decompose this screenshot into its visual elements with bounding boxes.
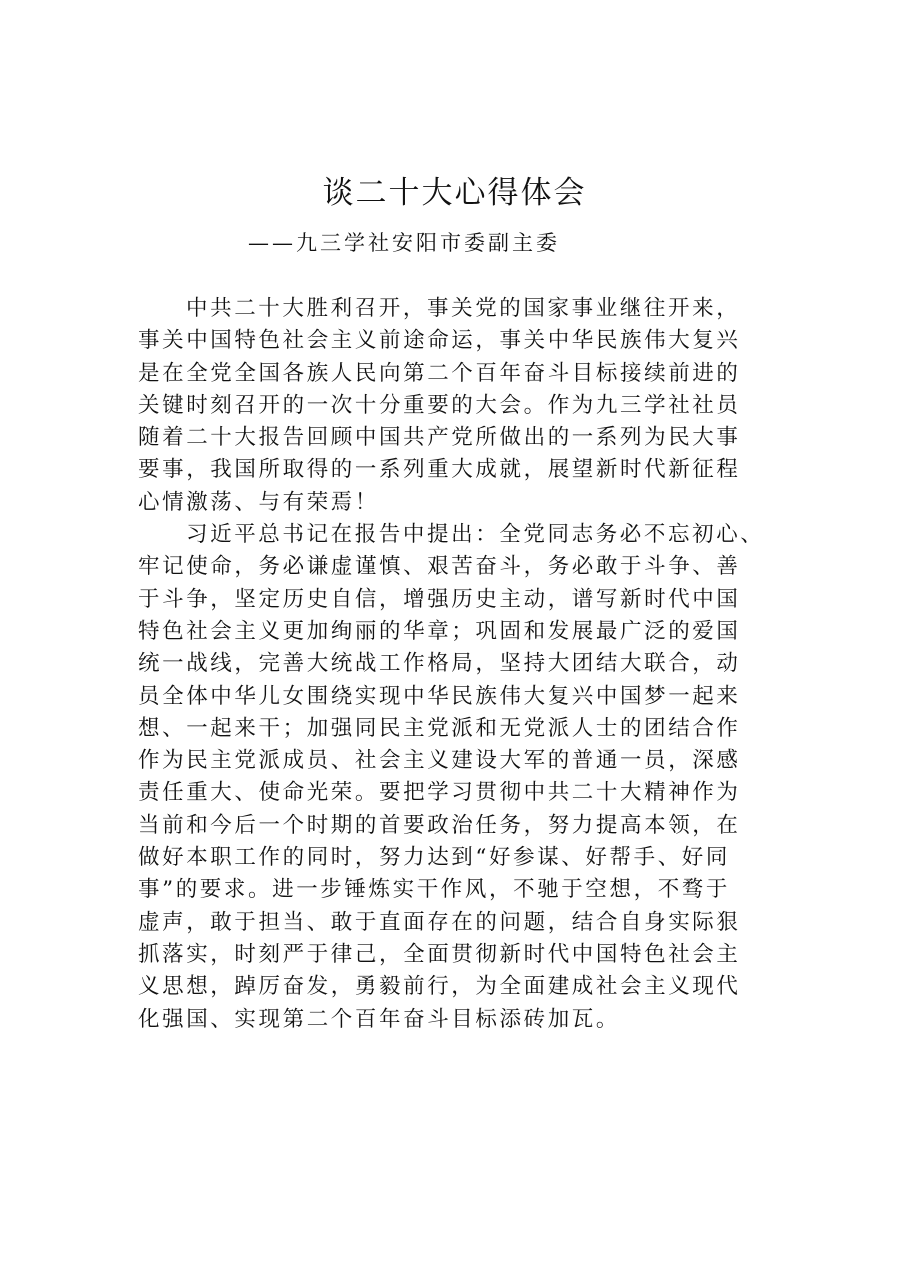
paragraph-line: 作为民主党派成员、社会主义建设大军的普通一员，深感: [138, 748, 741, 774]
paragraph-1: [138, 293, 778, 519]
paragraph-line: 义思想，踔厉奋发，勇毅前行，为全面建成社会主义现代: [138, 974, 741, 1000]
paragraph-line: 做好本职工作的同时，努力达到“好参谋、好帮手、好同: [138, 845, 730, 871]
document-body: [138, 293, 778, 1036]
paragraph-line: 想、一起来干；加强同民主党派和无党派人士的团结合作: [138, 715, 741, 741]
paragraph-line: 统一战线，完善大统战工作格局，坚持大团结大联合，动: [138, 651, 741, 677]
paragraph-line: 心情激荡、与有荣焉！: [138, 489, 380, 515]
paragraph-line: 化强国、实现第二个百年奋斗目标添砖加瓦。: [138, 1006, 621, 1032]
paragraph-line: 当前和今后一个时期的首要政治任务，努力提高本领，在: [138, 812, 741, 838]
paragraph-line: 事关中国特色社会主义前途命运，事关中华民族伟大复兴: [138, 328, 741, 354]
paragraph-line: 习近平总书记在报告中提出：全党同志务必不忘初心、: [186, 522, 765, 548]
paragraph-line: 虚声，敢于担当、敢于直面存在的问题，结合自身实际狠: [138, 909, 741, 935]
paragraph-line: 特色社会主义更加绚丽的华章；巩固和发展最广泛的爱国: [138, 618, 741, 644]
paragraph-line: 要事，我国所取得的一系列重大成就，展望新时代新征程: [138, 457, 741, 483]
document-subtitle: ——九三学社安阳市委副主委: [248, 231, 560, 255]
paragraph-line: 牢记使命，务必谦虚谨慎、艰苦奋斗，务必敢于斗争、善: [138, 554, 741, 580]
paragraph-line: 于斗争，坚定历史自信，增强历史主动，谱写新时代中国: [138, 586, 741, 612]
paragraph-line: 员全体中华儿女围绕实现中华民族伟大复兴中国梦一起来: [138, 683, 741, 709]
paragraph-line: 事”的要求。进一步锤炼实干作风，不驰于空想，不骛于: [138, 877, 730, 903]
paragraph-line: 关键时刻召开的一次十分重要的大会。作为九三学社社员: [138, 392, 741, 418]
paragraph-line: 是在全党全国各族人民向第二个百年奋斗目标接续前进的: [138, 360, 741, 386]
paragraph-line: 抓落实，时刻严于律己，全面贯彻新时代中国特色社会主: [138, 941, 741, 967]
document-title: 谈二十大心得体会: [322, 175, 587, 211]
paragraph-line: 责任重大、使命光荣。要把学习贯彻中共二十大精神作为: [138, 780, 741, 806]
paragraph-line: 中共二十大胜利召开，事关党的国家事业继往开来，: [186, 296, 741, 321]
paragraph-line: 随着二十大报告回顾中国共产党所做出的一系列为民大事: [138, 425, 741, 451]
paragraph-2: [138, 519, 778, 1036]
